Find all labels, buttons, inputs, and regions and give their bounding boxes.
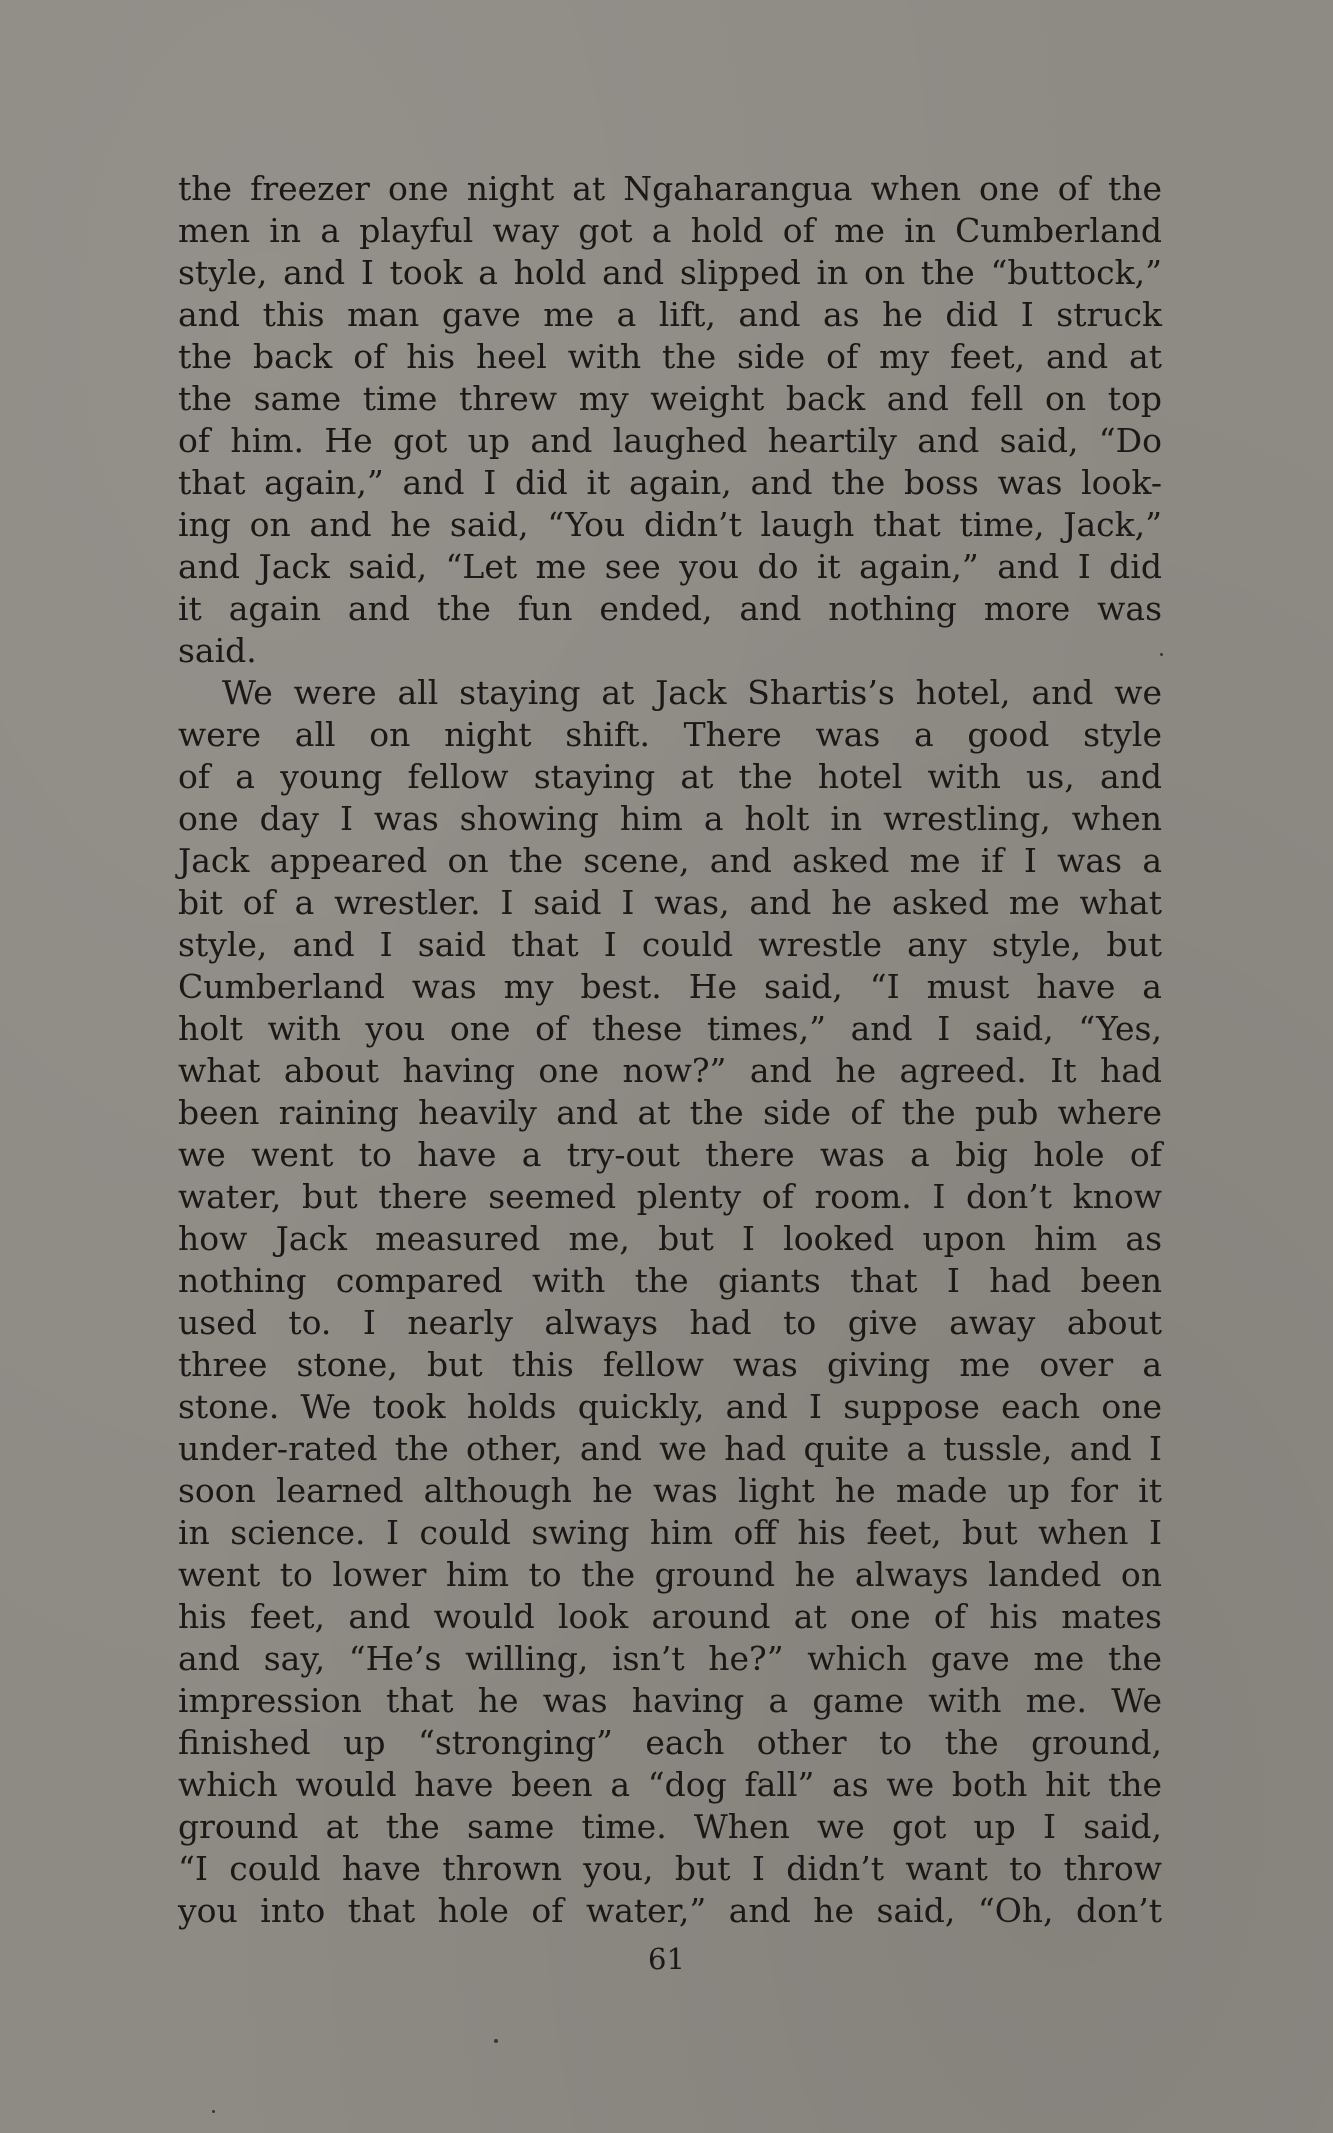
text-line: that again,” and I did it again, and the boss was look- <box>178 463 1162 502</box>
text-line: soon learned although he was light he made up for it <box>178 1471 1162 1510</box>
paragraph-start-line: We were all staying at Jack Shartis’s hotel, and we <box>222 673 1162 712</box>
text-line: ground at the same time. When we got up I said, <box>178 1807 1162 1846</box>
paper-speck <box>494 2039 498 2043</box>
text-line: it again and the fun ended, and nothing more was <box>178 589 1162 628</box>
text-line: Jack appeared on the scene, and asked me if I was a <box>178 841 1162 880</box>
text-line: impression that he was having a game with me. We <box>178 1681 1162 1720</box>
text-line: of a young fellow staying at the hotel with us, and <box>178 757 1162 796</box>
text-line: and this man gave me a lift, and as he did I struck <box>178 295 1162 334</box>
text-line: the back of his heel with the side of my feet, and at <box>178 337 1162 376</box>
text-line: style, and I said that I could wrestle any style, but <box>178 925 1162 964</box>
text-line: and say, “He’s willing, isn’t he?” which gave me the <box>178 1639 1162 1678</box>
text-line: the freezer one night at Ngaharangua when one of the <box>178 169 1162 208</box>
text-line: ing on and he said, “You didn’t laugh that time, Jack,” <box>178 505 1162 544</box>
text-line: one day I was showing him a holt in wrestling, when <box>178 799 1162 838</box>
paragraph-end-line: said. <box>178 631 257 670</box>
text-line: you into that hole of water,” and he said, “Oh, don’t <box>178 1891 1162 1930</box>
text-line: bit of a wrestler. I said I was, and he asked me what <box>178 883 1162 922</box>
page-number: 61 <box>648 1942 685 1976</box>
text-line: were all on night shift. There was a good style <box>178 715 1162 754</box>
text-line: in science. I could swing him off his feet, but when I <box>178 1513 1162 1552</box>
text-line: we went to have a try-out there was a big hole of <box>178 1135 1162 1174</box>
text-line: style, and I took a hold and slipped in on the “buttock,” <box>178 253 1162 292</box>
text-line: how Jack measured me, but I looked upon him as <box>178 1219 1162 1258</box>
text-line: “I could have thrown you, but I didn’t want to throw <box>178 1849 1162 1888</box>
text-line: what about having one now?” and he agreed. It had <box>178 1051 1162 1090</box>
text-line: been raining heavily and at the side of the pub where <box>178 1093 1162 1132</box>
text-line: stone. We took holds quickly, and I suppose each one <box>178 1387 1162 1426</box>
text-line: went to lower him to the ground he always landed on <box>178 1555 1162 1594</box>
text-line: three stone, but this fellow was giving me over a <box>178 1345 1162 1384</box>
text-line: the same time threw my weight back and fell on top <box>178 379 1162 418</box>
paper-speck <box>1160 653 1163 656</box>
text-line: and Jack said, “Let me see you do it again,” and I did <box>178 547 1162 586</box>
body-text <box>178 168 1162 1932</box>
paper-speck <box>212 2110 215 2113</box>
text-line: of him. He got up and laughed heartily and said, “Do <box>178 421 1162 460</box>
text-line: water, but there seemed plenty of room. I don’t know <box>178 1177 1162 1216</box>
text-line: men in a playful way got a hold of me in Cumberland <box>178 211 1162 250</box>
text-line: holt with you one of these times,” and I said, “Yes, <box>178 1009 1162 1048</box>
text-line: Cumberland was my best. He said, “I must have a <box>178 967 1162 1006</box>
text-line: finished up “stronging” each other to the ground, <box>178 1723 1162 1762</box>
text-line: which would have been a “dog fall” as we both hit the <box>178 1765 1162 1804</box>
text-line: under-rated the other, and we had quite a tussle, and I <box>178 1429 1162 1468</box>
text-line: used to. I nearly always had to give away about <box>178 1303 1162 1342</box>
text-line: his feet, and would look around at one of his mates <box>178 1597 1162 1636</box>
text-line: nothing compared with the giants that I had been <box>178 1261 1162 1300</box>
